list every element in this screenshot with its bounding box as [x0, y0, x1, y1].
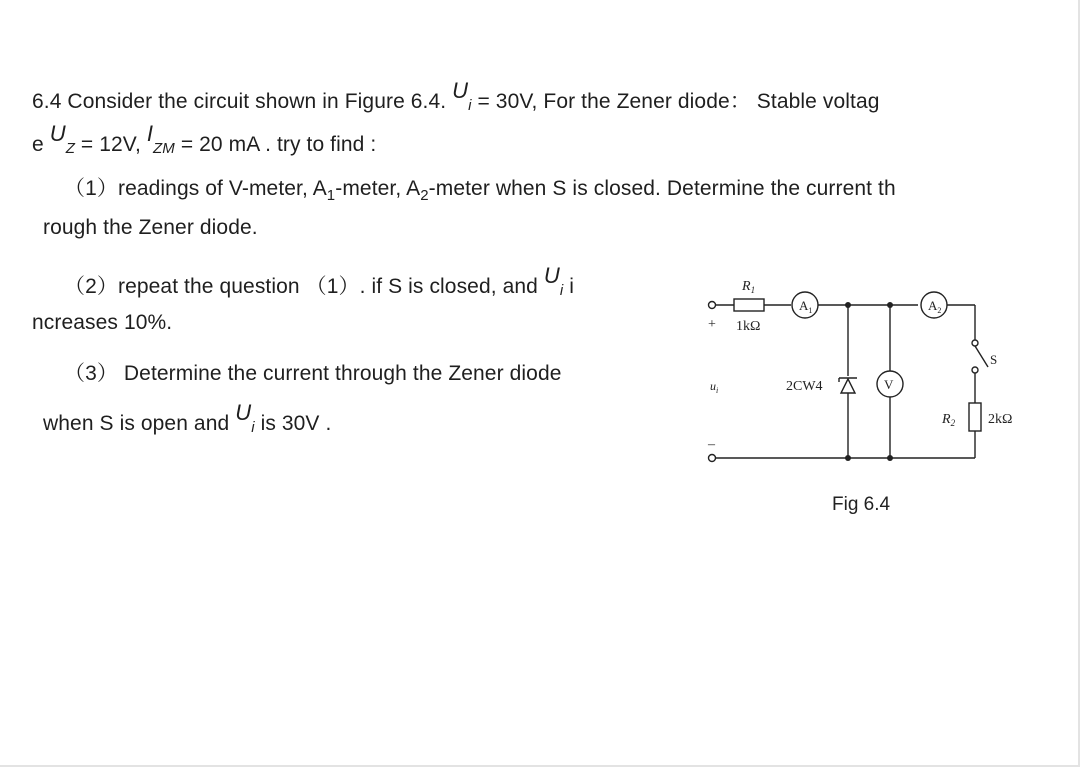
text-segment: is 30V .	[254, 412, 332, 435]
symbol-u: U	[452, 78, 469, 103]
junction-dot	[887, 302, 893, 308]
problem-line-4: rough the Zener diode.	[43, 216, 258, 239]
junction-dot	[845, 455, 851, 461]
r1-label: $R_1$	[742, 279, 756, 295]
text-segment: = 30V, For the Zener diode： Stable voltag	[471, 90, 880, 113]
text-segment: = 12V,	[74, 133, 147, 156]
subscript: i	[468, 97, 472, 114]
text-segment: -meter, A	[335, 177, 421, 200]
minus-sign: –	[708, 437, 715, 452]
text-segment: （1）readings of V-meter, A	[64, 177, 327, 200]
input-terminal-negative	[709, 455, 716, 462]
r1-value: 1kΩ	[736, 319, 761, 334]
junction-dot	[887, 455, 893, 461]
problem-line-8	[43, 400, 332, 436]
text-segment: = 20 mA . try to find :	[174, 133, 377, 156]
ammeter-a2-label: $A_2$	[928, 298, 942, 315]
problem-line-6: ncreases 10%.	[32, 311, 173, 334]
symbol-i: I	[146, 121, 154, 146]
symbol-u: U	[49, 121, 66, 146]
figure-caption: Fig 6.4	[832, 494, 891, 515]
subscript: i	[559, 282, 564, 299]
input-terminal-positive	[709, 302, 716, 309]
plus-sign: +	[708, 317, 716, 332]
resistor-r1	[734, 299, 764, 311]
subscript: 1	[326, 187, 336, 204]
zener-diode	[839, 378, 857, 393]
switch-label: S	[990, 352, 998, 367]
subscript: ZM	[153, 140, 175, 157]
r2-label: $R_2$	[942, 412, 956, 428]
switch-s	[975, 346, 988, 367]
subscript: i	[251, 419, 255, 436]
resistor-r2	[969, 403, 981, 431]
text-segment: （2）repeat the question （1）. if S is closed, and	[64, 275, 544, 298]
r2-value: 2kΩ	[988, 412, 1013, 427]
voltmeter-label: V	[884, 377, 894, 392]
text-segment: i	[563, 275, 575, 298]
subscript: 2	[420, 187, 429, 204]
zener-label: 2CW4	[786, 379, 823, 394]
text-segment: 6.4 Consider the circuit shown in Figure 6.4.	[32, 90, 453, 113]
switch-contact	[972, 367, 978, 373]
symbol-u: U	[543, 263, 560, 288]
text-segment: -meter when S is closed. Determine the current th	[428, 177, 896, 200]
problem-line-2	[32, 121, 377, 157]
switch-contact	[972, 340, 978, 346]
text-segment: e	[32, 133, 50, 156]
junction-dot	[845, 302, 851, 308]
problem-line-5	[64, 263, 575, 300]
text-segment: when S is open and	[43, 412, 236, 435]
problem-line-3	[64, 172, 896, 202]
problem-line-1	[32, 78, 880, 115]
input-voltage-label: $u_i$	[710, 379, 719, 395]
ammeter-a1-label: $A_1$	[799, 298, 813, 315]
problem-line-7: （3） Determine the current through the Zener diode	[64, 362, 562, 385]
symbol-u: U	[235, 400, 252, 425]
circuit-diagram	[700, 268, 1030, 478]
subscript: Z	[65, 140, 75, 157]
